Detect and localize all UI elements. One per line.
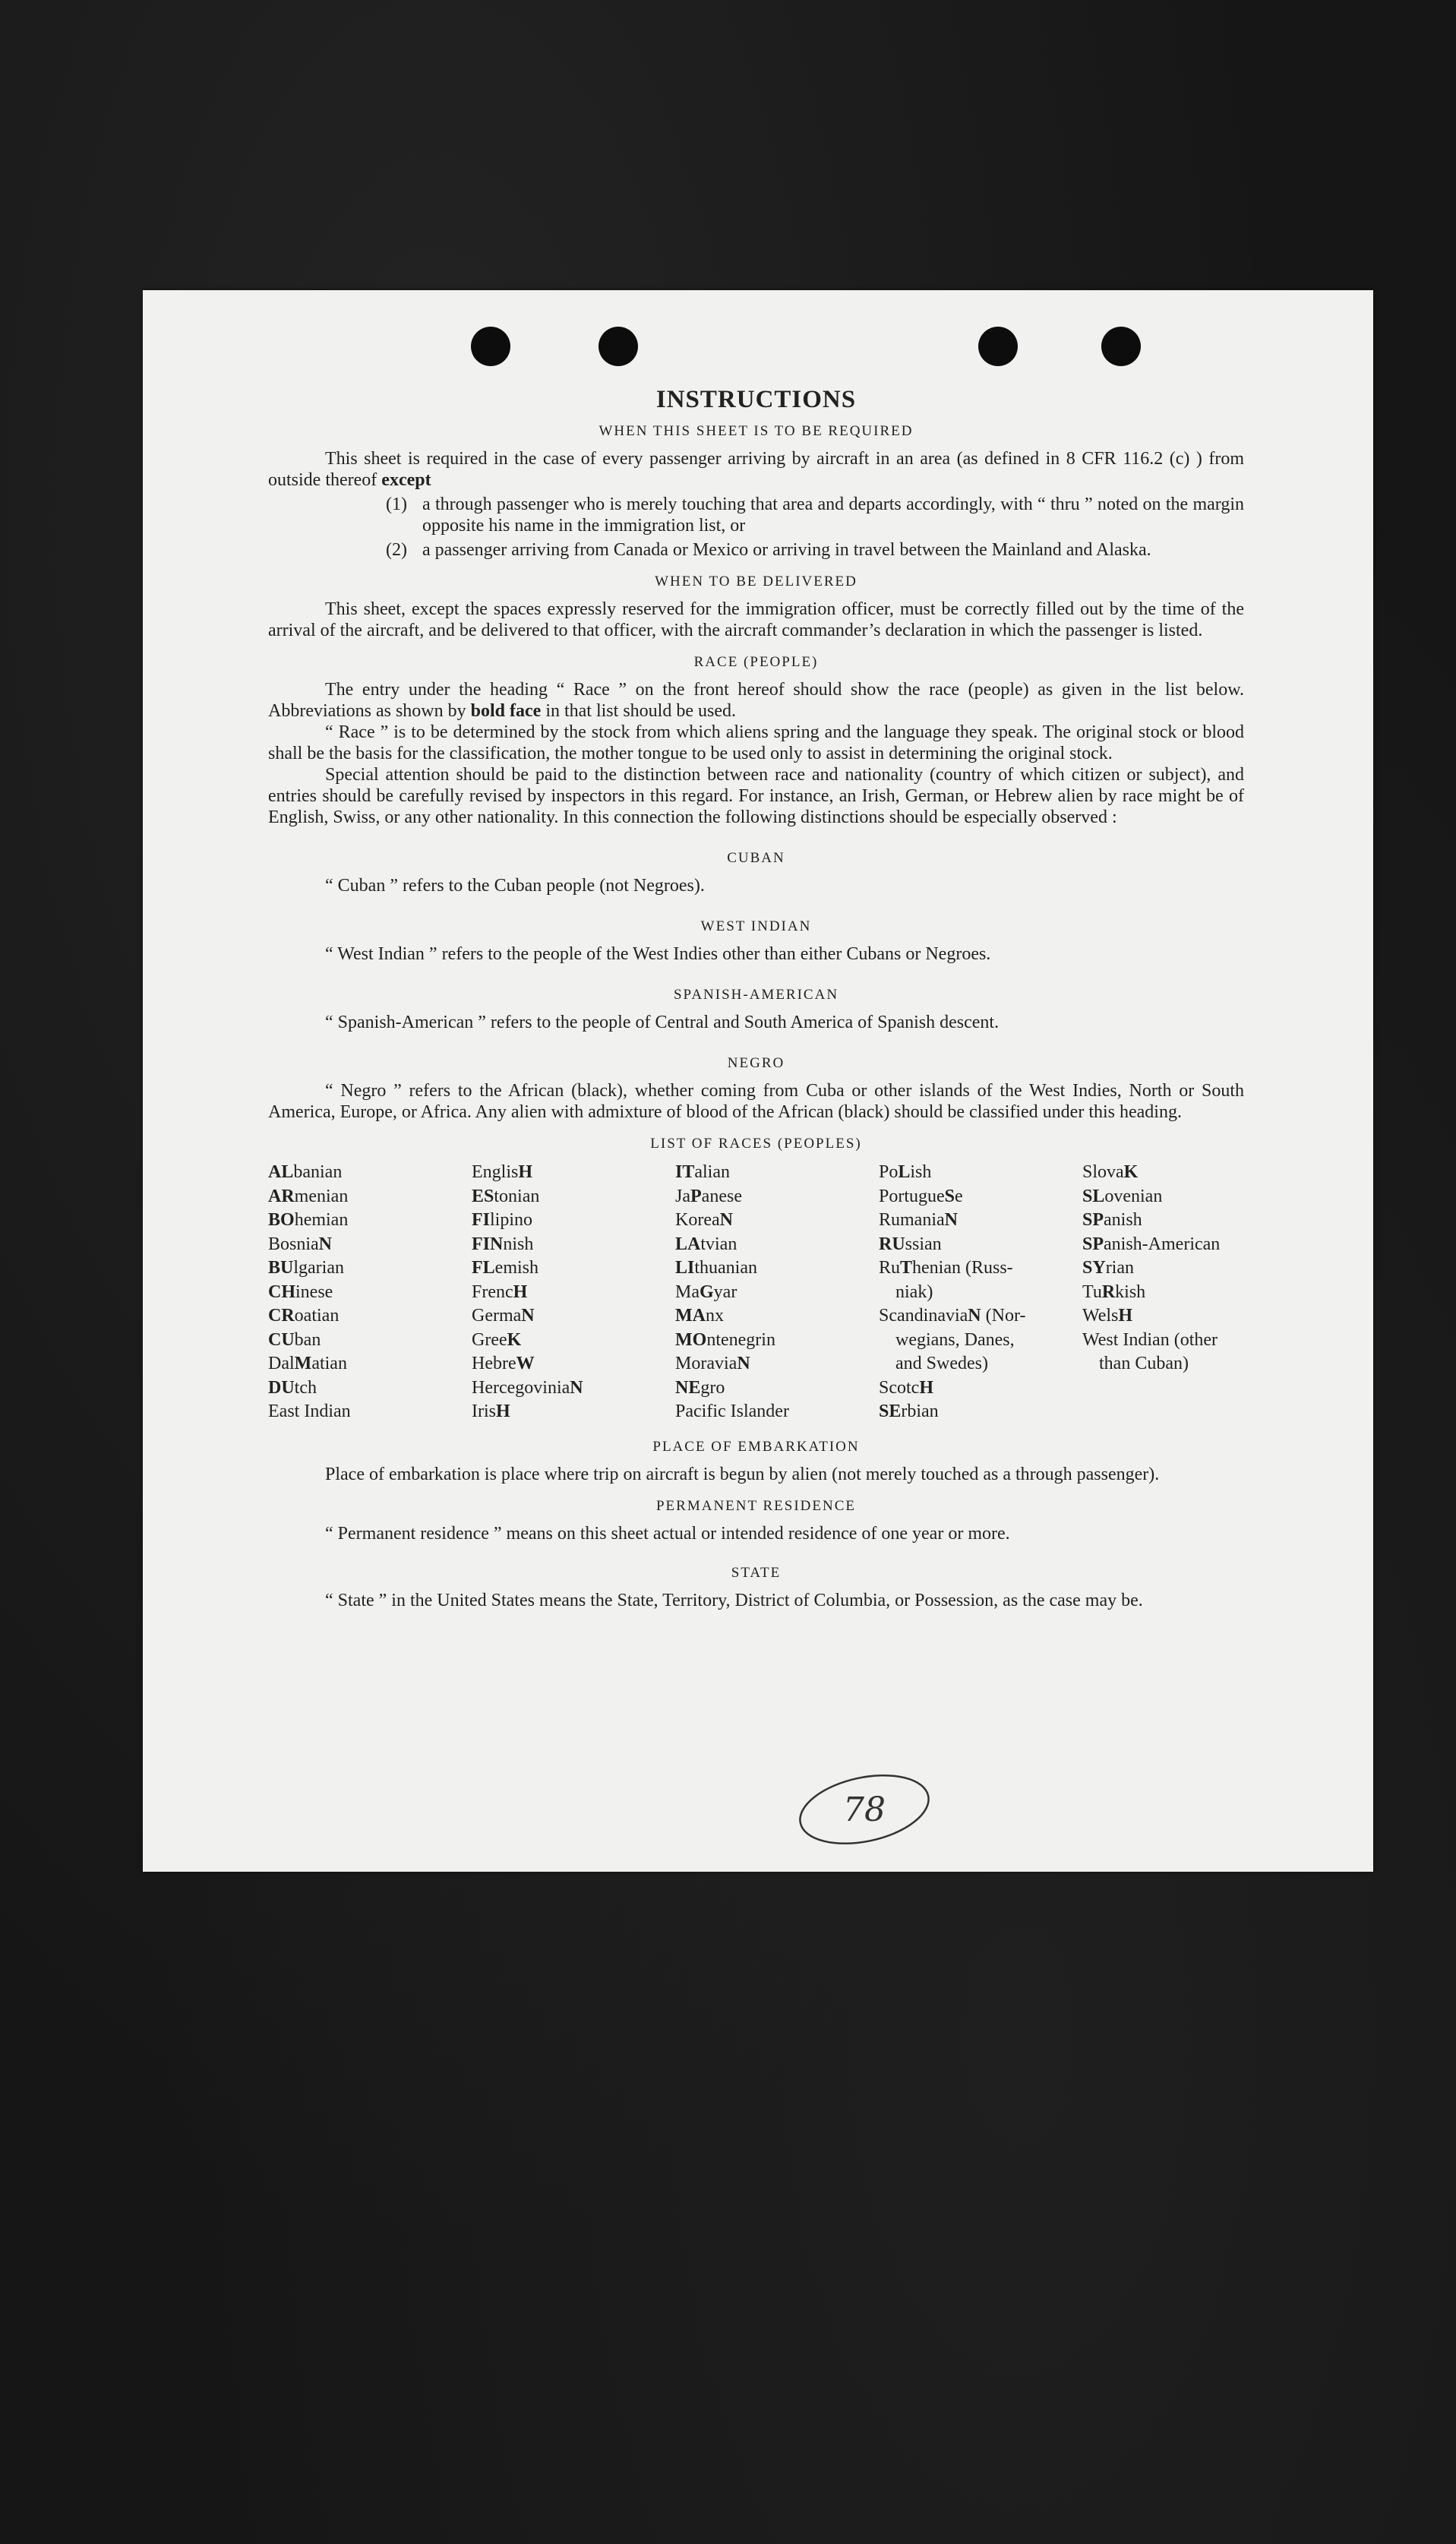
list-item: WelsH (1082, 1306, 1133, 1326)
list-item: than Cuban) (1099, 1354, 1189, 1373)
races-table (268, 1161, 1244, 1424)
list-item: RUssian (879, 1234, 942, 1254)
list-item: CHinese (268, 1281, 333, 1302)
list-item: and Swedes) (895, 1354, 988, 1373)
list-item: LAtvian (675, 1234, 737, 1254)
list-item: HebreW (472, 1354, 535, 1373)
list-item: RumaniaN (879, 1210, 958, 1230)
list-item: wegians, Danes, (895, 1329, 1015, 1350)
races-column (879, 1161, 1082, 1424)
heading-embarkation: PLACE OF EMBARKATION (652, 1438, 860, 1455)
paragraph-negro: “ Negro ” refers to the African (black), whether coming from Cuba or other islands of the West Indies, North or South America, Europe, or Africa. Any alien with admixture of blood of the African (black) should be classified under this heading. (268, 1081, 1244, 1122)
list-item: West Indian (other (1082, 1329, 1218, 1350)
list-item: EStonian (472, 1186, 540, 1206)
list-item: NEgro (675, 1377, 725, 1398)
list-item: MaGyar (675, 1281, 737, 1302)
paragraph-race-3: Special attention should be paid to the distinction between race and nationality (country of which citizen or subject), and entries should be carefully revised by inspectors in this regard. For instance, an Irish, German, or Hebrew alien by race might be of English, Swiss, or any other nationality. In this connection the following distinctions should be especially observed : (268, 765, 1244, 827)
list-item: ARmenian (268, 1186, 349, 1206)
paragraph-west-indian: “ West Indian ” refers to the people of the West Indies other than either Cubans or Negroes. (325, 944, 991, 964)
list-item: GermaN (472, 1306, 535, 1326)
paragraph-spanish-american: “ Spanish-American ” refers to the people of Central and South America of Spanish descent. (325, 1013, 1000, 1032)
list-item: BosniaN (268, 1234, 333, 1254)
races-column (675, 1161, 879, 1424)
list-item: EnglisH (472, 1162, 533, 1182)
list-item: ScandinaviaN (Nor- (879, 1306, 1026, 1326)
list-item: KoreaN (675, 1210, 733, 1230)
instruction-sheet (143, 290, 1373, 1872)
paragraph-when-required: This sheet is required in the case of every passenger arriving by aircraft in an area (as defined in 8 CFR 116.2 (c) ) from outside thereof except (268, 449, 1244, 490)
list-item: FrencH (472, 1281, 528, 1302)
list-item: ITalian (675, 1162, 730, 1182)
list-item: SPanish (1082, 1210, 1142, 1230)
list-item: East Indian (268, 1402, 351, 1421)
list-item: BOhemian (268, 1210, 349, 1230)
heading-list-of-races: LIST OF RACES (PEOPLES) (650, 1136, 862, 1152)
paragraph-race-1: The entry under the heading “ Race ” on the front hereof should show the race (people) as given in the list below. Abbreviations as shown by bold face in that list should be used. (268, 680, 1244, 721)
list-item: FLemish (472, 1258, 538, 1278)
list-item: SYrian (1082, 1258, 1134, 1278)
races-column (472, 1161, 675, 1424)
list-item: FINnish (472, 1234, 534, 1254)
punch-hole-icon (1101, 327, 1141, 366)
list-item: PoLish (879, 1162, 932, 1182)
paragraph-cuban: “ Cuban ” refers to the Cuban people (not Negroes). (325, 876, 705, 896)
list-item: ScotcH (879, 1377, 933, 1398)
list-item: LIthuanian (675, 1258, 757, 1278)
heading-negro: NEGRO (727, 1055, 785, 1071)
heading-west-indian: WEST INDIAN (700, 918, 812, 934)
heading-residence: PERMANENT RESIDENCE (655, 1497, 857, 1514)
list-item: (1) a through passenger who is merely touching that area and departs accordingly, with “ thru ” noted on the margin opposite his name in the immigration list, or (386, 495, 1244, 536)
list-item: DUtch (268, 1377, 317, 1398)
paragraph-state: “ State ” in the United States means the State, Territory, District of Columbia, or Possession, as the case may be. (325, 1590, 1143, 1610)
races-column (1082, 1161, 1244, 1424)
list-item: CUban (268, 1329, 321, 1350)
punch-hole-icon (978, 327, 1018, 366)
heading-when-delivered: WHEN TO BE DELIVERED (655, 574, 857, 589)
paragraph-race-2: “ Race ” is to be determined by the stock from which aliens spring and the language they speak. The original stock or blood shall be the basis for the classification, the mother tongue to be used only to assist in determining the original stock. (268, 722, 1244, 763)
list-item: GreeK (472, 1329, 522, 1350)
handwritten-mark-icon (796, 1768, 933, 1847)
heading-spanish-american: SPANISH-AMERICAN (673, 987, 839, 1003)
races-column (268, 1161, 472, 1424)
paragraph-embarkation: Place of embarkation is place where trip on aircraft is begun by alien (not merely touched as a through passenger). (325, 1464, 1160, 1484)
list-item: MAnx (675, 1306, 724, 1326)
list-item: SErbian (879, 1402, 939, 1421)
list-item: RuThenian (Russ- (879, 1258, 1013, 1278)
list-item: SPanish-American (1082, 1234, 1221, 1254)
list-item: MOntenegrin (675, 1329, 775, 1350)
list-item: IrisH (472, 1402, 510, 1421)
punch-hole-icon (599, 327, 638, 366)
paragraph-residence: “ Permanent residence ” means on this sheet actual or intended residence of one year or more. (325, 1523, 1010, 1544)
sheet-content (268, 386, 1244, 1611)
list-item: FIlipino (472, 1210, 533, 1230)
list-item: TuRkish (1082, 1281, 1146, 1302)
list-item: HercegoviniaN (472, 1377, 583, 1398)
paragraph-when-delivered: This sheet, except the spaces expressly reserved for the immigration officer, must be correctly filled out by the time of the arrival of the aircraft, and be delivered to that officer, with the aircraft commander’s declaration in which the passenger is listed. (268, 599, 1244, 640)
list-item: MoraviaN (675, 1354, 750, 1373)
list-item: CRoatian (268, 1306, 340, 1326)
handwritten-mark-text: 78 (843, 1790, 886, 1829)
list-item: PortugueSe (879, 1186, 963, 1206)
page-title: INSTRUCTIONS (655, 386, 857, 413)
list-item: DalMatian (268, 1354, 347, 1373)
list-item: ALbanian (268, 1162, 343, 1182)
list-item: (2) a passenger arriving from Canada or Mexico or arriving in travel between the Mainland and Alaska. (386, 540, 1151, 560)
heading-state: STATE (731, 1564, 782, 1581)
list-item: niak) (895, 1281, 933, 1302)
punch-hole-icon (471, 327, 510, 366)
list-item: JaPanese (675, 1186, 742, 1206)
heading-cuban: CUBAN (727, 850, 785, 866)
list-item: SLovenian (1082, 1186, 1163, 1206)
heading-race: RACE (PEOPLE) (693, 654, 819, 670)
list-item: Pacific Islander (675, 1402, 789, 1421)
list-item: SlovaK (1082, 1162, 1139, 1182)
heading-when-required: WHEN THIS SHEET IS TO BE REQUIRED (599, 423, 914, 439)
list-item: BUlgarian (268, 1258, 344, 1278)
